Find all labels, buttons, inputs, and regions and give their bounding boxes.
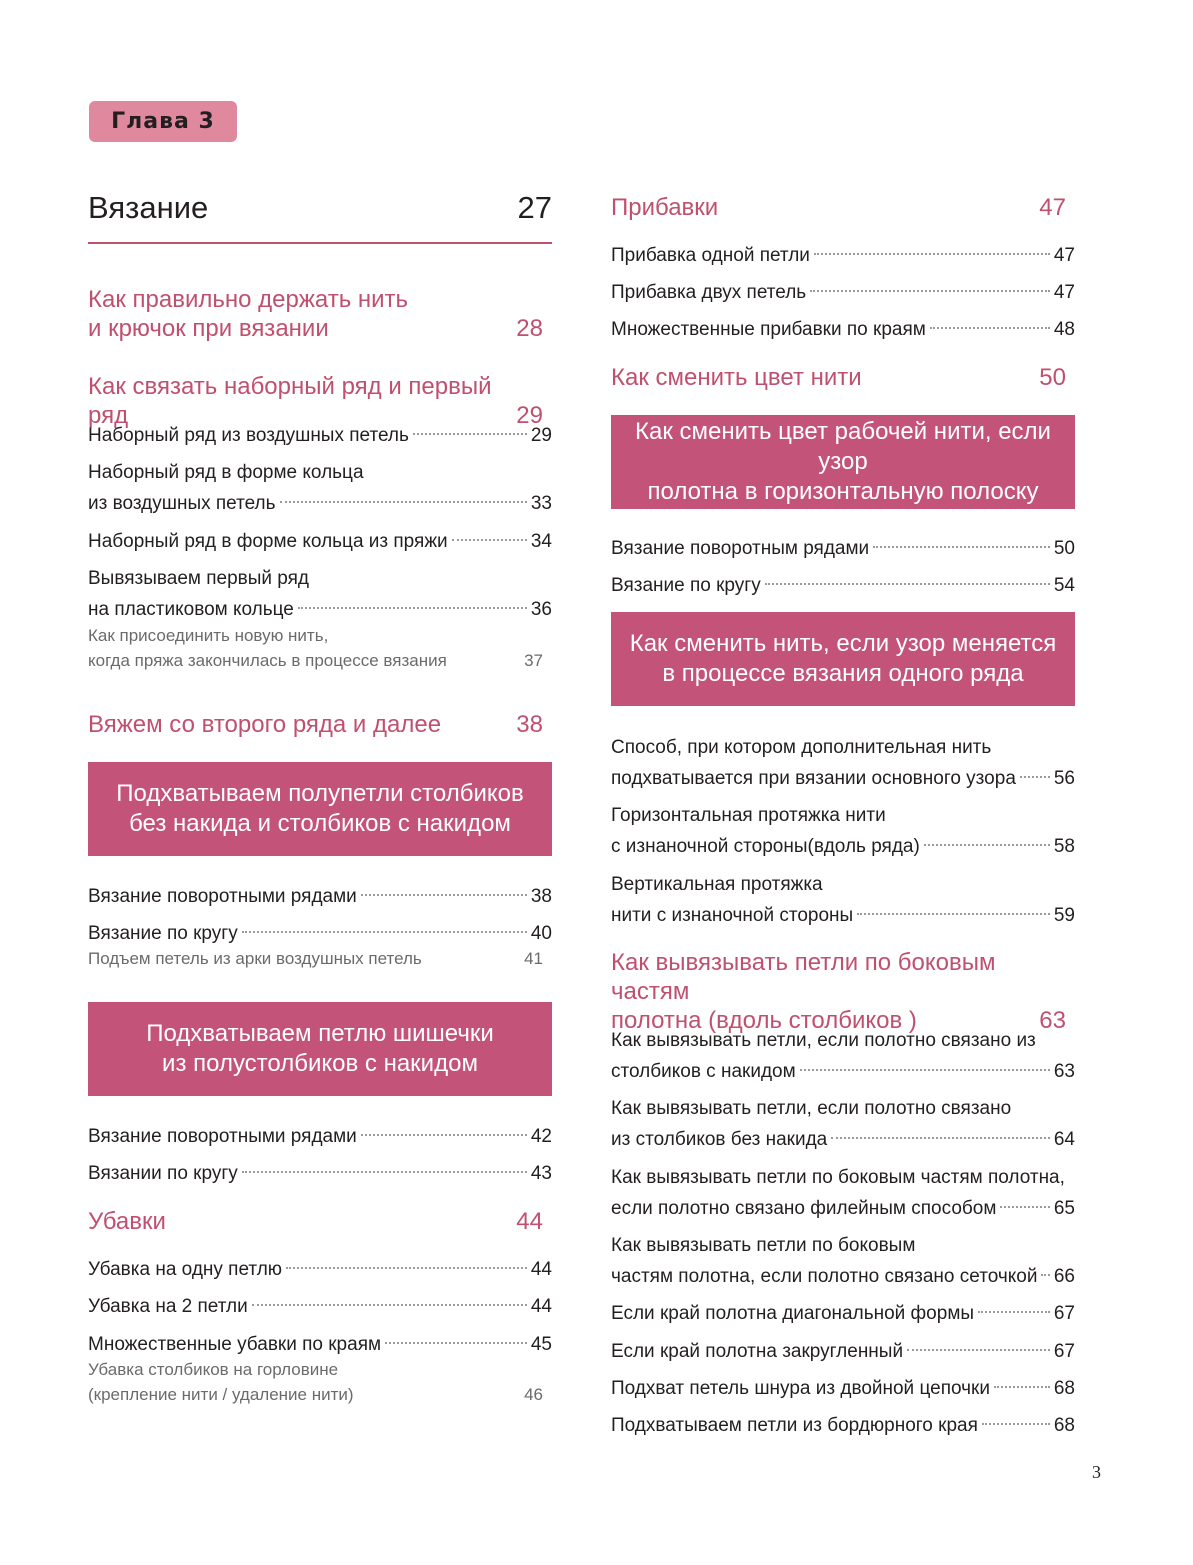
toc-entry-title: Наборный ряд в форме кольца из пряжи [88, 531, 448, 552]
toc-entry-title: столбиков с накидом [611, 1061, 796, 1082]
subsection-banner: Подхватываем петлю шишечки из полустолбиков с накидом [88, 1002, 552, 1096]
toc-entry-page: 45 [530, 1334, 552, 1355]
toc-entry-page: 44 [530, 1259, 552, 1280]
toc-subentry[interactable] [88, 1357, 552, 1407]
dot-leader [385, 1342, 527, 1344]
toc-entry-title: нити с изнаночной стороны [611, 905, 854, 926]
toc-entry-title-line1: Горизонтальная протяжка нити [611, 805, 886, 826]
toc-subentry-page: 46 [524, 1385, 543, 1404]
chapter-title [88, 186, 552, 244]
chapter-title-page: 27 [517, 190, 552, 225]
toc-entry-page: 63 [1053, 1061, 1075, 1082]
toc-entry[interactable] [611, 240, 1075, 271]
toc-entry-title: Вязание поворотными рядами [88, 886, 357, 907]
toc-section-page: 38 [516, 711, 543, 738]
toc-entry-page: 29 [530, 425, 552, 446]
toc-section-page: 28 [516, 315, 543, 342]
toc-section[interactable] [88, 710, 552, 739]
toc-entry-page: 48 [1053, 319, 1075, 340]
toc-entry-page: 68 [1053, 1378, 1075, 1399]
toc-entry[interactable] [88, 918, 552, 949]
toc-entry-page: 67 [1053, 1341, 1075, 1362]
toc-entry-title-line1: Вывязываем первый ряд [88, 568, 310, 589]
toc-entry-title: частям полотна, если полотно связано сеточкой [611, 1266, 1038, 1287]
dot-leader [452, 539, 527, 541]
subsection-banner: Как сменить цвет рабочей нити, если узор полотна в горизонтальную полоску [611, 415, 1075, 509]
toc-entry[interactable] [88, 563, 552, 625]
toc-entry-page: 67 [1053, 1303, 1075, 1324]
toc-entry[interactable] [611, 1336, 1075, 1367]
subsection-banner: Как сменить нить, если узор меняется в процессе вязания одного ряда [611, 612, 1075, 706]
dot-leader [1000, 1206, 1049, 1208]
toc-entry-page: 44 [530, 1296, 552, 1317]
toc-entry[interactable] [88, 1291, 552, 1322]
toc-entry[interactable] [611, 732, 1075, 794]
toc-entry-page: 33 [530, 493, 552, 514]
toc-entry[interactable] [88, 526, 552, 557]
page-number: 3 [1092, 1462, 1101, 1482]
dot-leader [831, 1137, 1050, 1139]
toc-entry-title: с изнаночной стороны(вдоль ряда) [611, 836, 920, 857]
toc-entry-title: Вязание поворотными рядами [88, 1126, 357, 1147]
toc-entry-title-line1: Способ, при котором дополнительная нить [611, 737, 992, 758]
dot-leader [978, 1311, 1050, 1313]
toc-subentry-title: Убавка столбиков на горловине (крепление нити / удаление нити) [88, 1360, 354, 1404]
dot-leader [982, 1423, 1050, 1425]
toc-entry-title: Вязание поворотным рядами [611, 538, 870, 559]
dot-leader [1020, 776, 1050, 778]
toc-entry-page: 56 [1053, 768, 1075, 789]
toc-section[interactable] [88, 1207, 552, 1236]
toc-entry-title: Если край полотна диагональной формы [611, 1303, 975, 1324]
toc-section[interactable] [611, 193, 1075, 222]
toc-entry-title-line1: Как вывязывать петли, если полотно связано [611, 1098, 1012, 1119]
toc-entry-page: 47 [1053, 245, 1075, 266]
toc-entry-page: 64 [1053, 1129, 1075, 1150]
toc-section-page: 44 [516, 1208, 543, 1235]
toc-entry-page: 40 [530, 923, 552, 944]
toc-entry-title-line1: Наборный ряд в форме кольца [88, 462, 364, 483]
toc-entry-title: Вязании по кругу [88, 1163, 238, 1184]
dot-leader [810, 290, 1050, 292]
toc-section[interactable] [611, 948, 1075, 1035]
dot-leader [857, 913, 1050, 915]
toc-entry[interactable] [611, 1373, 1075, 1404]
toc-entry-title: Прибавка одной петли [611, 245, 810, 266]
dot-leader [298, 607, 527, 609]
toc-entry-title: Множественные прибавки по краям [611, 319, 926, 340]
toc-entry[interactable] [611, 1410, 1075, 1441]
toc-entry[interactable] [611, 1230, 1075, 1292]
toc-entry-page: 66 [1053, 1266, 1075, 1287]
toc-section-title: Как сменить цвет нити [611, 364, 862, 391]
toc-entry-page: 65 [1053, 1198, 1075, 1219]
dot-leader [1041, 1274, 1049, 1276]
toc-entry[interactable] [611, 1025, 1075, 1087]
toc-entry[interactable] [88, 881, 552, 912]
toc-section-title: Как правильно держать нить и крючок при вязании [88, 286, 409, 342]
toc-entry-title: Вязание по кругу [88, 923, 238, 944]
dot-leader [252, 1304, 527, 1306]
toc-entry-page: 47 [1053, 282, 1075, 303]
toc-entry[interactable] [88, 1158, 552, 1189]
toc-entry-page: 58 [1053, 836, 1075, 857]
toc-entry-page: 42 [530, 1126, 552, 1147]
toc-subentry-title: Подъем петель из арки воздушных петель [88, 949, 422, 968]
toc-entry[interactable] [88, 1329, 552, 1360]
toc-entry-title: Если край полотна закругленный [611, 1341, 904, 1362]
dot-leader [765, 583, 1050, 585]
toc-entry-title: Наборный ряд из воздушных петель [88, 425, 409, 446]
toc-entry-title-line1: Вертикальная протяжка [611, 874, 823, 895]
subsection-banner: Подхватываем полупетли столбиков без накида и столбиков с накидом [88, 762, 552, 856]
toc-entry-title: Вязание по кругу [611, 575, 761, 596]
toc-entry-title: Подхват петель шнура из двойной цепочки [611, 1378, 990, 1399]
toc-section-title: Вяжем со второго ряда и далее [88, 711, 442, 738]
toc-section-title: Как связать наборный ряд и первый ряд [88, 373, 492, 429]
toc-entry-title: из столбиков без накида [611, 1129, 828, 1150]
dot-leader [286, 1267, 527, 1269]
toc-entry-title: если полотно связано филейным способом [611, 1198, 997, 1219]
toc-section-page: 29 [516, 402, 543, 429]
dot-leader [924, 844, 1050, 846]
toc-subentry[interactable] [88, 946, 552, 971]
toc-section-title: Убавки [88, 1208, 166, 1235]
toc-entry-page: 43 [530, 1163, 552, 1184]
dot-leader [907, 1349, 1050, 1351]
toc-entry-title: подхватывается при вязании основного узора [611, 768, 1016, 789]
toc-entry-page: 59 [1053, 905, 1075, 926]
toc-entry-title: Прибавка двух петель [611, 282, 807, 303]
dot-leader [800, 1069, 1050, 1071]
toc-entry-title: на пластиковом кольце [88, 599, 294, 620]
toc-entry[interactable] [88, 1121, 552, 1152]
toc-subentry-title: Как присоединить новую нить, когда пряжа закончилась в процессе вязания [88, 626, 447, 670]
dot-leader [930, 327, 1050, 329]
dot-leader [994, 1386, 1050, 1388]
toc-entry[interactable] [611, 570, 1075, 601]
dot-leader [361, 1134, 527, 1136]
toc-entry-title-line1: Как вывязывать петли, если полотно связано из [611, 1030, 1036, 1051]
toc-entry-page: 34 [530, 531, 552, 552]
toc-entry-title: из воздушных петель [88, 493, 276, 514]
toc-entry[interactable] [611, 533, 1075, 564]
toc-entry-page: 54 [1053, 575, 1075, 596]
toc-entry[interactable] [88, 420, 552, 451]
toc-entry[interactable] [611, 277, 1075, 308]
toc-entry-page: 36 [530, 599, 552, 620]
toc-entry[interactable] [611, 869, 1075, 931]
toc-entry-title-line1: Как вывязывать петли по боковым частям полотна, [611, 1167, 1065, 1188]
dot-leader [280, 501, 527, 503]
toc-entry[interactable] [88, 457, 552, 519]
dot-leader [413, 433, 527, 435]
toc-section[interactable] [611, 363, 1075, 392]
toc-entry-title: Подхватываем петли из бордюрного края [611, 1415, 978, 1436]
toc-section-title: Как вывязывать петли по боковым частям полотна (вдоль столбиков ) [611, 949, 996, 1034]
dot-leader [873, 546, 1050, 548]
dot-leader [814, 253, 1050, 255]
toc-entry[interactable] [611, 1162, 1075, 1224]
toc-section-title: Прибавки [611, 194, 719, 221]
toc-entry-title-line1: Как вывязывать петли по боковым [611, 1235, 916, 1256]
toc-entry[interactable] [611, 1093, 1075, 1155]
toc-entry[interactable] [611, 314, 1075, 345]
toc-entry-title: Убавка на 2 петли [88, 1296, 248, 1317]
toc-section-page: 63 [1039, 1007, 1066, 1034]
toc-entry-title: Множественные убавки по краям [88, 1334, 382, 1355]
chapter-title-text: Вязание [88, 190, 209, 225]
toc-entry-page: 68 [1053, 1415, 1075, 1436]
toc-section[interactable] [88, 285, 552, 343]
toc-subentry-page: 37 [524, 651, 543, 670]
toc-subentry-page: 41 [524, 949, 543, 968]
dot-leader [242, 1171, 527, 1173]
toc-entry-page: 50 [1053, 538, 1075, 559]
toc-entry-page: 38 [530, 886, 552, 907]
toc-section-page: 50 [1039, 364, 1066, 391]
dot-leader [242, 931, 527, 933]
toc-section-page: 47 [1039, 194, 1066, 221]
dot-leader [361, 894, 527, 896]
toc-entry-title: Убавка на одну петлю [88, 1259, 283, 1280]
toc-entry[interactable] [611, 800, 1075, 862]
chapter-badge: Глава 3 [89, 101, 237, 142]
toc-entry[interactable] [611, 1298, 1075, 1329]
toc-subentry[interactable] [88, 623, 552, 673]
toc-entry[interactable] [88, 1254, 552, 1285]
